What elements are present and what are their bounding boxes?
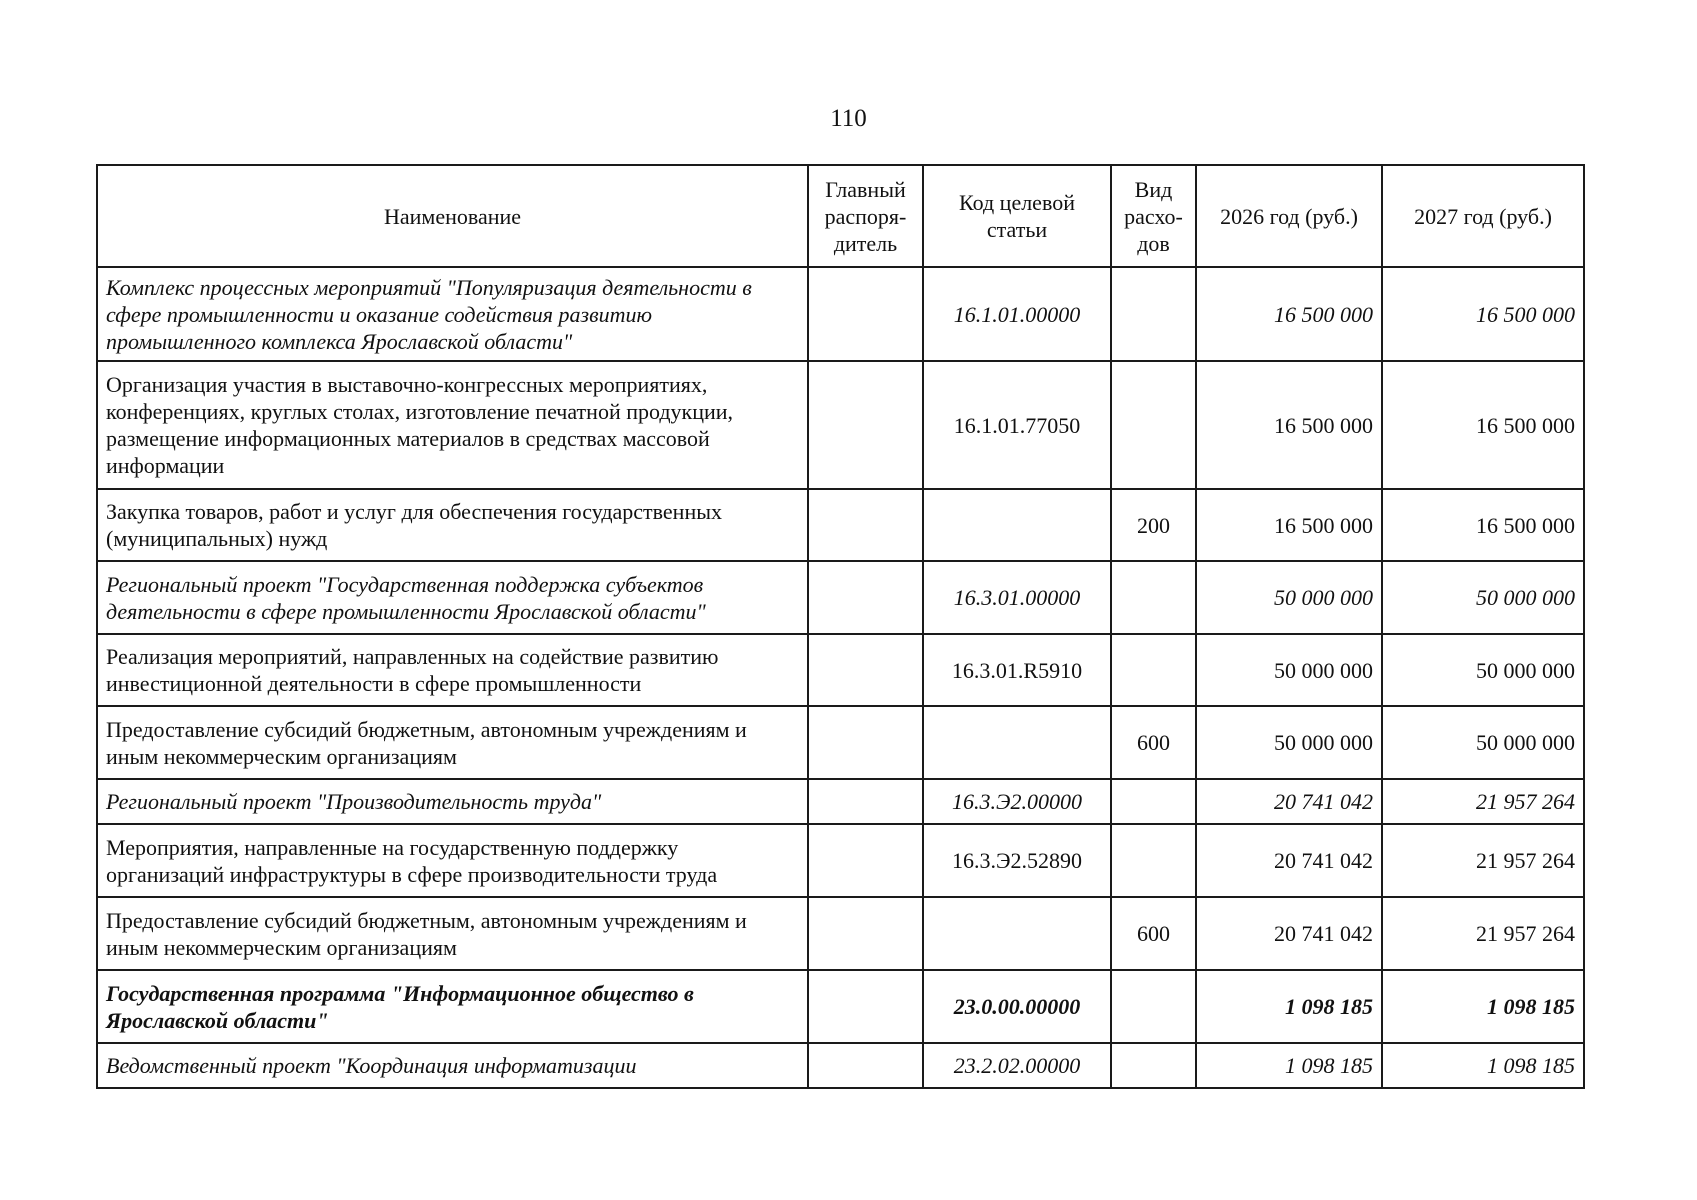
- cell-expense-type: [1111, 361, 1196, 489]
- cell-amount-2026: 16 500 000: [1196, 267, 1382, 361]
- table-row: [97, 970, 1584, 1043]
- cell-amount-2027: 16 500 000: [1382, 267, 1584, 361]
- header-expense-type: Вид расхо-дов: [1111, 165, 1196, 267]
- table-row: [97, 824, 1584, 897]
- cell-main-manager: [808, 489, 923, 561]
- table-row: [97, 489, 1584, 561]
- cell-name: Ведомственный проект "Координация информатизации: [97, 1043, 808, 1088]
- cell-target-code: 23.2.02.00000: [923, 1043, 1111, 1088]
- header-year-2026: 2026 год (руб.): [1196, 165, 1382, 267]
- cell-expense-type: [1111, 634, 1196, 706]
- cell-expense-type: [1111, 970, 1196, 1043]
- table-row: [97, 634, 1584, 706]
- cell-expense-type: 600: [1111, 897, 1196, 970]
- header-target-code: Код целевой статьи: [923, 165, 1111, 267]
- cell-name: Региональный проект "Производительность труда": [97, 779, 808, 824]
- cell-expense-type: [1111, 824, 1196, 897]
- cell-main-manager: [808, 706, 923, 779]
- cell-name: Мероприятия, направленные на государственную поддержку организаций инфраструктуры в сфере производительности труда: [97, 824, 808, 897]
- table-body: [97, 267, 1584, 1088]
- cell-main-manager: [808, 897, 923, 970]
- table-row: [97, 779, 1584, 824]
- cell-expense-type: [1111, 267, 1196, 361]
- cell-amount-2027: 16 500 000: [1382, 489, 1584, 561]
- cell-target-code: 16.3.Э2.52890: [923, 824, 1111, 897]
- cell-amount-2026: 20 741 042: [1196, 897, 1382, 970]
- cell-amount-2027: 21 957 264: [1382, 824, 1584, 897]
- cell-amount-2026: 20 741 042: [1196, 824, 1382, 897]
- cell-amount-2027: 1 098 185: [1382, 1043, 1584, 1088]
- table-row: [97, 267, 1584, 361]
- cell-name: Предоставление субсидий бюджетным, автономным учреждениям и иным некоммерческим организациям: [97, 706, 808, 779]
- cell-main-manager: [808, 1043, 923, 1088]
- page-number: 110: [830, 105, 867, 132]
- cell-name: Предоставление субсидий бюджетным, автономным учреждениям и иным некоммерческим организациям: [97, 897, 808, 970]
- cell-amount-2027: 16 500 000: [1382, 361, 1584, 489]
- cell-amount-2027: 1 098 185: [1382, 970, 1584, 1043]
- cell-amount-2027: 50 000 000: [1382, 706, 1584, 779]
- cell-target-code: [923, 706, 1111, 779]
- cell-name: Государственная программа "Информационное общество в Ярославской области": [97, 970, 808, 1043]
- cell-main-manager: [808, 779, 923, 824]
- cell-target-code: [923, 897, 1111, 970]
- cell-main-manager: [808, 561, 923, 634]
- header-name: Наименование: [97, 165, 808, 267]
- cell-target-code: 16.3.Э2.00000: [923, 779, 1111, 824]
- table-row: [97, 706, 1584, 779]
- table-header: [97, 165, 1584, 267]
- cell-target-code: 16.3.01.00000: [923, 561, 1111, 634]
- header-year-2027: 2027 год (руб.): [1382, 165, 1584, 267]
- table-row: [97, 561, 1584, 634]
- cell-main-manager: [808, 824, 923, 897]
- cell-name: Региональный проект "Государственная поддержка субъектов деятельности в сфере промышленности Ярославской области": [97, 561, 808, 634]
- cell-amount-2027: 50 000 000: [1382, 561, 1584, 634]
- table-row: [97, 361, 1584, 489]
- cell-main-manager: [808, 361, 923, 489]
- cell-main-manager: [808, 634, 923, 706]
- cell-target-code: [923, 489, 1111, 561]
- cell-main-manager: [808, 267, 923, 361]
- cell-amount-2026: 16 500 000: [1196, 361, 1382, 489]
- cell-expense-type: [1111, 779, 1196, 824]
- table-row: [97, 1043, 1584, 1088]
- header-row: [97, 165, 1584, 267]
- cell-name: Комплекс процессных мероприятий "Популяризация деятельности в сфере промышленности и оказание содействия развитию промышленного комплекса Ярославской области": [97, 267, 808, 361]
- cell-amount-2026: 20 741 042: [1196, 779, 1382, 824]
- cell-target-code: 16.3.01.R5910: [923, 634, 1111, 706]
- cell-target-code: 16.1.01.77050: [923, 361, 1111, 489]
- cell-name: Организация участия в выставочно-конгрессных мероприятиях, конференциях, круглых столах, изготовление печатной продукции, размещение информационных материалов в средствах массовой информации: [97, 361, 808, 489]
- cell-amount-2027: 50 000 000: [1382, 634, 1584, 706]
- header-main-manager: Главный распоря-дитель: [808, 165, 923, 267]
- cell-expense-type: 600: [1111, 706, 1196, 779]
- cell-target-code: 16.1.01.00000: [923, 267, 1111, 361]
- cell-main-manager: [808, 970, 923, 1043]
- cell-amount-2026: 50 000 000: [1196, 706, 1382, 779]
- cell-amount-2026: 1 098 185: [1196, 970, 1382, 1043]
- cell-name: Реализация мероприятий, направленных на содействие развитию инвестиционной деятельности в сфере промышленности: [97, 634, 808, 706]
- cell-expense-type: 200: [1111, 489, 1196, 561]
- cell-name: Закупка товаров, работ и услуг для обеспечения государственных (муниципальных) нужд: [97, 489, 808, 561]
- cell-amount-2026: 16 500 000: [1196, 489, 1382, 561]
- cell-amount-2026: 1 098 185: [1196, 1043, 1382, 1088]
- cell-expense-type: [1111, 1043, 1196, 1088]
- cell-amount-2027: 21 957 264: [1382, 779, 1584, 824]
- cell-amount-2026: 50 000 000: [1196, 561, 1382, 634]
- cell-expense-type: [1111, 561, 1196, 634]
- cell-amount-2026: 50 000 000: [1196, 634, 1382, 706]
- budget-table: [96, 164, 1585, 1089]
- cell-target-code: 23.0.00.00000: [923, 970, 1111, 1043]
- cell-amount-2027: 21 957 264: [1382, 897, 1584, 970]
- table-row: [97, 897, 1584, 970]
